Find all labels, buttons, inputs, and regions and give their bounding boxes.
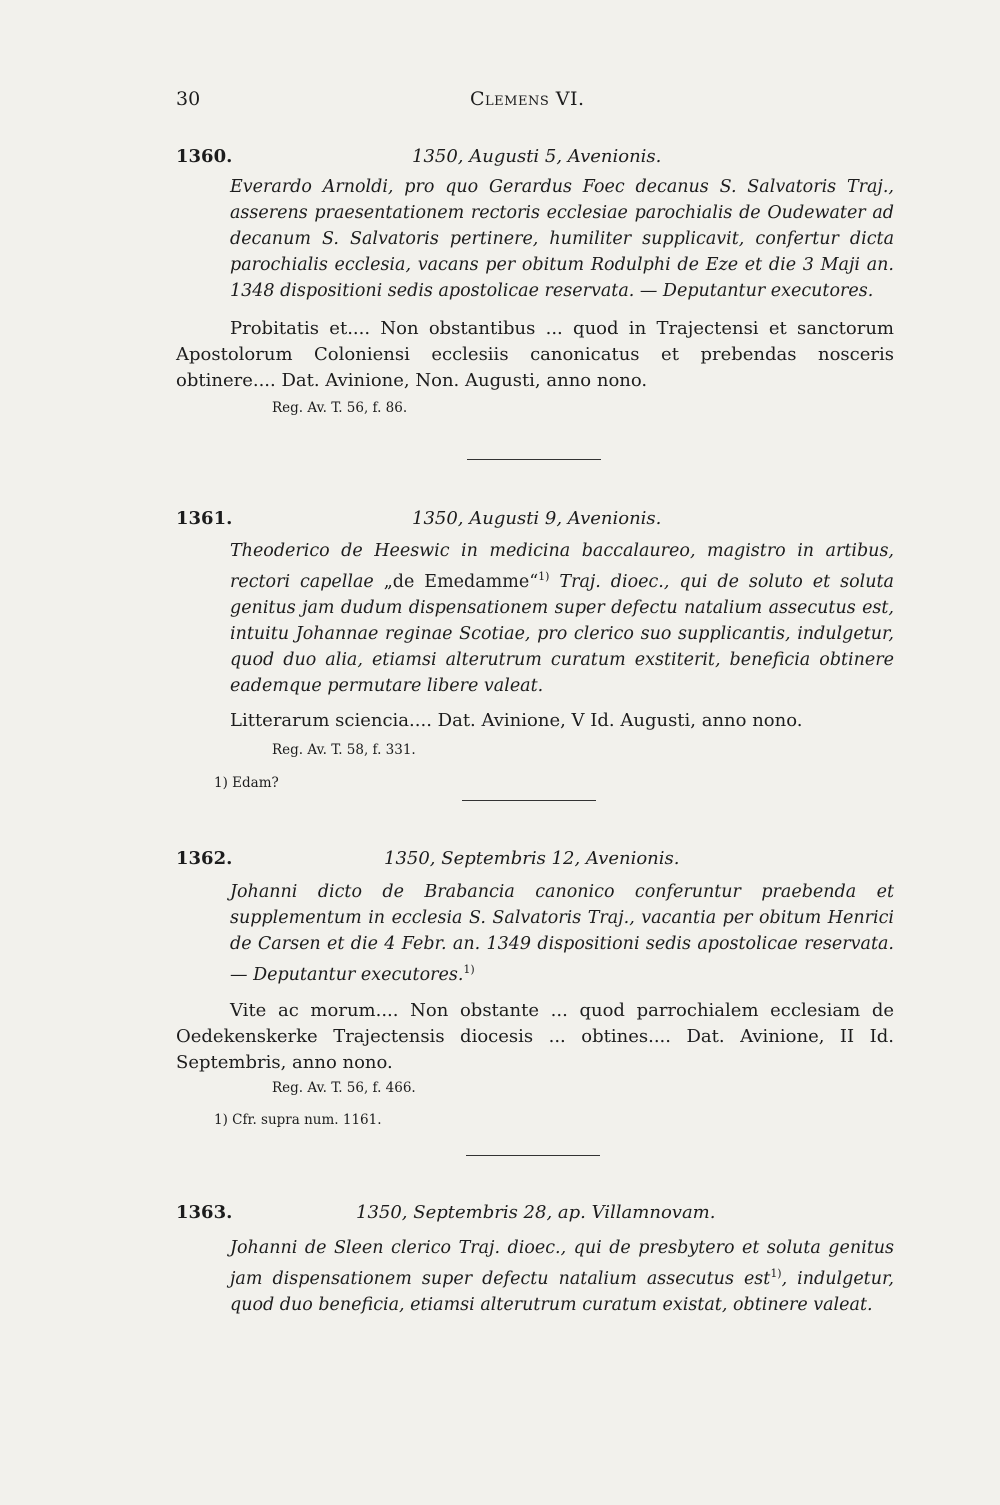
entry-date: 1350, Septembris 12, Avenionis. xyxy=(384,848,680,869)
entry-reference: Reg. Av. T. 58, f. 331. xyxy=(272,742,416,758)
running-title: Clemens VI. xyxy=(470,88,585,110)
entry-regest xyxy=(230,538,894,699)
quoted-place-name: „de Emedamme“ xyxy=(383,571,539,592)
entry-text: Litterarum sciencia.... Dat. Avinione, V Id. Augusti, anno nono. xyxy=(230,710,803,731)
regest-part: , indulgetur, quod duo beneficia, etiamsi alterutrum curatum existat, obtinere valeat. xyxy=(230,1268,894,1315)
entry-number: 1362. xyxy=(176,848,233,869)
entry-regest: Everardo Arnoldi, pro quo Gerardus Foec decanus S. Salvatoris Traj., asserens praesentationem rectoris ecclesiae parochialis de Oudewater ad decanum S. Salvatoris pertinere, humiliter supplicavit, confertur dicta parochialis ecclesia, vacans per obitum Rodulphi de Eze et die 3 Maji an. 1348 dispositioni sedis apostolicae reservata. — Deputantur executores. xyxy=(230,177,894,301)
separator-rule xyxy=(466,1155,600,1156)
page-number: 30 xyxy=(176,88,201,110)
regest-part: Johanni de Sleen clerico Traj. dioec., qui de presbytero et soluta genitus jam dispensationem super defectu natalium assecutus est xyxy=(230,1238,894,1289)
separator-rule xyxy=(462,800,596,801)
entry-number: 1363. xyxy=(176,1202,233,1223)
entry-number: 1361. xyxy=(176,508,233,529)
footnote: 1) Cfr. supra num. 1161. xyxy=(214,1112,382,1128)
regest-part: Traj. dioec., qui de soluto et soluta genitus jam dudum dispensationem super defectu natalium assecutus est, intuitu Johannae reginae Scotiae, pro clerico suo supplicantis, indulgetur, quod duo alia, etiamsi alterutrum curatum exstiterit, beneficia obtinere eademque permutare libere valeat. xyxy=(230,571,894,696)
regest-part: Johanni dicto de Brabancia canonico conferuntur praebenda et supplementum in ecclesia S. Salvatoris Traj., vacantia per obitum Henrici de Carsen et die 4 Febr. an. 1349 dispositioni sedis apostolicae reservata. — Deputantur executores. xyxy=(230,882,894,985)
footnote-marker: 1) xyxy=(770,1267,782,1280)
entry-reference: Reg. Av. T. 56, f. 86. xyxy=(272,400,408,416)
entry-text: Vite ac morum.... Non obstante ... quod parrochialem ecclesiam de Oedekenskerke Trajectensis diocesis ... obtines.... Dat. Avinione, II Id. Septembris, anno nono. xyxy=(176,1000,894,1073)
entry-number: 1360. xyxy=(176,146,233,167)
entry-regest xyxy=(230,879,894,988)
entry-date: 1350, Augusti 9, Avenionis. xyxy=(412,508,662,529)
footnote-marker: 1) xyxy=(463,963,475,976)
entry-regest xyxy=(230,1235,894,1318)
entry-date: 1350, Septembris 28, ap. Villamnovam. xyxy=(356,1202,716,1223)
footnote-marker: 1) xyxy=(538,570,550,583)
regest-part: Theoderico de Heeswic in medicina baccalaureo, magistro in artibus, rectori capellae xyxy=(230,541,894,592)
entry-text: Probitatis et.... Non obstantibus ... quod in Trajectensi et sanctorum Apostolorum Coloniensi ecclesiis canonicatus et prebendas nosceris obtinere.... Dat. Avinione, Non. Augusti, anno nono. xyxy=(176,318,894,391)
separator-rule xyxy=(467,459,601,460)
entry-reference: Reg. Av. T. 56, f. 466. xyxy=(272,1080,416,1096)
entry-date: 1350, Augusti 5, Avenionis. xyxy=(412,146,662,167)
footnote: 1) Edam? xyxy=(214,775,279,791)
